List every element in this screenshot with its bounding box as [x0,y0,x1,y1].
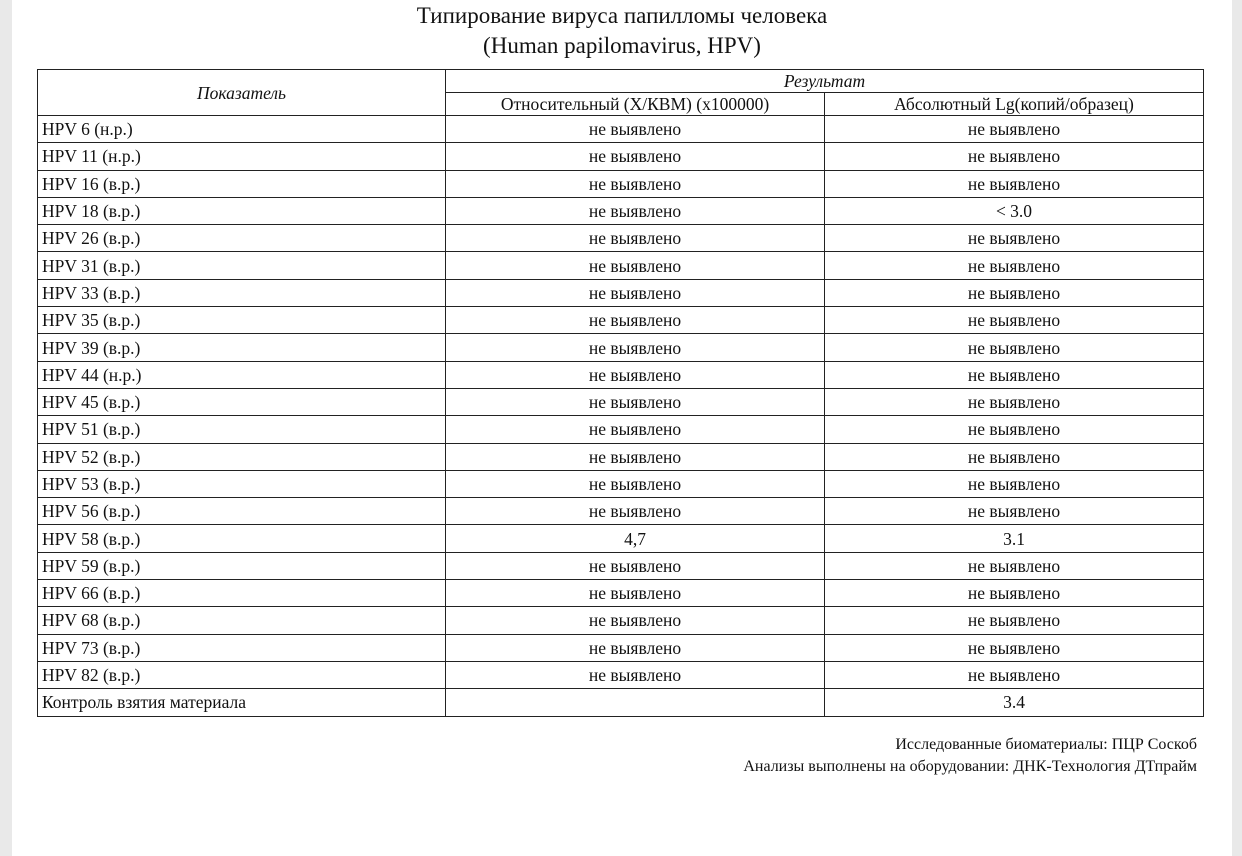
row-relative-cell: не выявлено [446,552,825,579]
biomaterial-note: Исследованные биоматериалы: ПЦР Соскоб [895,736,1197,753]
row-indicator-cell: HPV 68 (в.р.) [38,607,446,634]
document-subtitle: (Human papilomavirus, HPV) [483,33,761,58]
row-relative-cell: не выявлено [446,443,825,470]
row-indicator-cell: HPV 51 (в.р.) [38,416,446,443]
row-absolute-cell: не выявлено [825,607,1204,634]
table-row [38,225,1204,252]
row-indicator-cell: HPV 44 (н.р.) [38,361,446,388]
table-row [38,525,1204,552]
table-row [38,552,1204,579]
row-relative-cell: не выявлено [446,279,825,306]
table-row [38,470,1204,497]
row-indicator-cell: HPV 6 (н.р.) [38,116,446,143]
table-row [38,279,1204,306]
table-row [38,252,1204,279]
row-absolute-cell: < 3.0 [825,197,1204,224]
row-indicator-cell: HPV 52 (в.р.) [38,443,446,470]
row-indicator-cell: HPV 56 (в.р.) [38,498,446,525]
row-relative-cell: не выявлено [446,225,825,252]
hpv-results-table [37,69,1204,717]
table-row [38,197,1204,224]
row-absolute-cell: не выявлено [825,116,1204,143]
header-absolute: Абсолютный Lg(копий/образец) [825,93,1204,116]
row-absolute-cell: 3.1 [825,525,1204,552]
row-absolute-cell: не выявлено [825,552,1204,579]
row-indicator-cell: HPV 18 (в.р.) [38,197,446,224]
table-row [38,661,1204,688]
document-page [12,0,1232,856]
row-absolute-cell: 3.4 [825,689,1204,716]
row-indicator-cell: HPV 26 (в.р.) [38,225,446,252]
row-indicator-cell: HPV 11 (н.р.) [38,143,446,170]
row-relative-cell: не выявлено [446,334,825,361]
table-row [38,170,1204,197]
table-row [38,607,1204,634]
row-relative-cell: не выявлено [446,361,825,388]
row-relative-cell: не выявлено [446,607,825,634]
row-absolute-cell: не выявлено [825,279,1204,306]
row-absolute-cell: не выявлено [825,334,1204,361]
table-row [38,388,1204,415]
row-relative-cell: не выявлено [446,252,825,279]
row-indicator-cell: HPV 73 (в.р.) [38,634,446,661]
row-relative-cell: не выявлено [446,388,825,415]
row-absolute-cell: не выявлено [825,580,1204,607]
row-absolute-cell: не выявлено [825,252,1204,279]
row-indicator-cell: HPV 35 (в.р.) [38,307,446,334]
row-relative-cell: не выявлено [446,143,825,170]
row-indicator-cell: HPV 53 (в.р.) [38,470,446,497]
row-indicator-cell: HPV 31 (в.р.) [38,252,446,279]
header-indicator: Показатель [38,70,446,116]
row-absolute-cell: не выявлено [825,634,1204,661]
row-indicator-cell: HPV 45 (в.р.) [38,388,446,415]
table-row [38,334,1204,361]
row-absolute-cell: не выявлено [825,143,1204,170]
row-indicator-cell: HPV 82 (в.р.) [38,661,446,688]
row-absolute-cell: не выявлено [825,388,1204,415]
row-absolute-cell: не выявлено [825,470,1204,497]
table-row [38,416,1204,443]
row-relative-cell: не выявлено [446,416,825,443]
table-row [38,689,1204,716]
row-relative-cell: 4,7 [446,525,825,552]
header-result: Результат [446,70,1204,93]
row-absolute-cell: не выявлено [825,361,1204,388]
row-relative-cell: не выявлено [446,634,825,661]
row-absolute-cell: не выявлено [825,661,1204,688]
equipment-note: Анализы выполнены на оборудовании: ДНК-Технология ДТпрайм [743,758,1197,775]
row-indicator-cell: HPV 33 (в.р.) [38,279,446,306]
header-relative: Относительный (X/КВМ) (x100000) [446,93,825,116]
table-row [38,634,1204,661]
row-relative-cell [446,689,825,716]
table-row [38,580,1204,607]
row-indicator-cell: HPV 66 (в.р.) [38,580,446,607]
table-row [38,143,1204,170]
row-relative-cell: не выявлено [446,197,825,224]
row-indicator-cell: HPV 39 (в.р.) [38,334,446,361]
row-indicator-cell: Контроль взятия материала [38,689,446,716]
row-relative-cell: не выявлено [446,580,825,607]
row-absolute-cell: не выявлено [825,225,1204,252]
row-absolute-cell: не выявлено [825,443,1204,470]
table-body [38,116,1204,717]
row-relative-cell: не выявлено [446,170,825,197]
row-absolute-cell: не выявлено [825,170,1204,197]
row-absolute-cell: не выявлено [825,307,1204,334]
row-relative-cell: не выявлено [446,661,825,688]
row-indicator-cell: HPV 16 (в.р.) [38,170,446,197]
row-relative-cell: не выявлено [446,116,825,143]
row-absolute-cell: не выявлено [825,498,1204,525]
table-row [38,498,1204,525]
row-relative-cell: не выявлено [446,307,825,334]
row-indicator-cell: HPV 58 (в.р.) [38,525,446,552]
table-row [38,361,1204,388]
document-title: Типирование вируса папилломы человека [416,3,828,28]
row-indicator-cell: HPV 59 (в.р.) [38,552,446,579]
row-relative-cell: не выявлено [446,470,825,497]
table-row [38,116,1204,143]
table-row [38,443,1204,470]
table-row [38,307,1204,334]
row-absolute-cell: не выявлено [825,416,1204,443]
row-relative-cell: не выявлено [446,498,825,525]
